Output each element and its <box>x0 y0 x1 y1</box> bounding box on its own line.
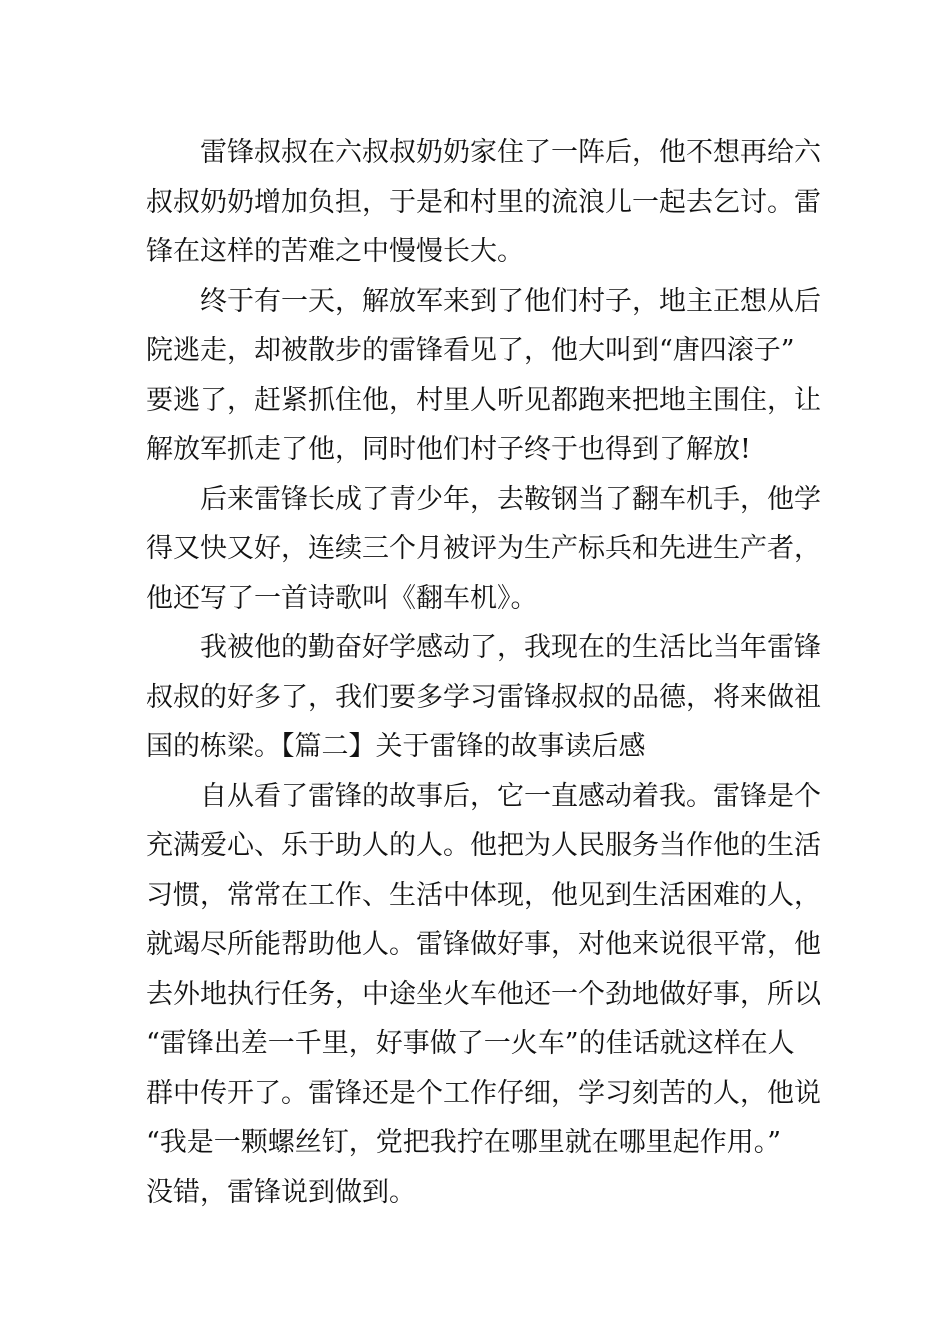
text-line: 自从看了雷锋的故事后，它一直感动着我。雷锋是个 <box>200 780 821 812</box>
text-line: 国的栋梁。【篇二】关于雷锋的故事读后感 <box>146 731 646 762</box>
text-line: 得又快又好，连续三个月被评为生产标兵和先进生产者， <box>146 533 821 564</box>
text-line: 充满爱心、乐于助人的人。他把为人民服务当作他的生活 <box>146 830 821 861</box>
text-line: 习惯，常常在工作、生活中体现，他见到生活困难的人， <box>146 879 821 911</box>
text-line: 后来雷锋长成了青少年，去鞍钢当了翻车机手，他学 <box>200 483 821 515</box>
text-line: 要逃了，赶紧抓住他，村里人听见都跑来把地主围住，让 <box>146 384 821 416</box>
text-line: 他还写了一首诗歌叫《翻车机》。 <box>146 582 538 614</box>
text-line: 院逃走，却被散步的雷锋看见了，他大叫到“唐四滚子” <box>146 335 795 366</box>
text-line: “雷锋出差一千里，好事做了一火车”的佳话就这样在人 <box>146 1028 795 1059</box>
text-line: 解放军抓走了他，同时他们村子终于也得到了解放! <box>146 434 751 465</box>
text-line: 终于有一天，解放军来到了他们村子，地主正想从后 <box>200 285 821 317</box>
text-line: “我是一颗螺丝钉，党把我拧在哪里就在哪里起作用。” <box>146 1127 782 1158</box>
text-line: 没错，雷锋说到做到。 <box>146 1176 416 1208</box>
text-line: 去外地执行任务，中途坐火车他还一个劲地做好事，所以 <box>146 978 821 1010</box>
body-text <box>146 128 821 1217</box>
text-line: 雷锋叔叔在六叔叔奶奶家住了一阵后，他不想再给六 <box>200 137 821 168</box>
text-line: 叔叔奶奶增加负担，于是和村里的流浪儿一起去乞讨。雷 <box>146 186 821 218</box>
text-line: 叔叔的好多了，我们要多学习雷锋叔叔的品德，将来做祖 <box>146 681 821 713</box>
text-line: 锋在这样的苦难之中慢慢长大。 <box>146 236 524 267</box>
text-line: 我被他的勤奋好学感动了，我现在的生活比当年雷锋 <box>200 632 821 663</box>
text-line: 群中传开了。雷锋还是个工作仔细，学习刻苦的人，他说 <box>146 1077 821 1109</box>
text-line: 就竭尽所能帮助他人。雷锋做好事，对他来说很平常，他 <box>146 929 821 960</box>
